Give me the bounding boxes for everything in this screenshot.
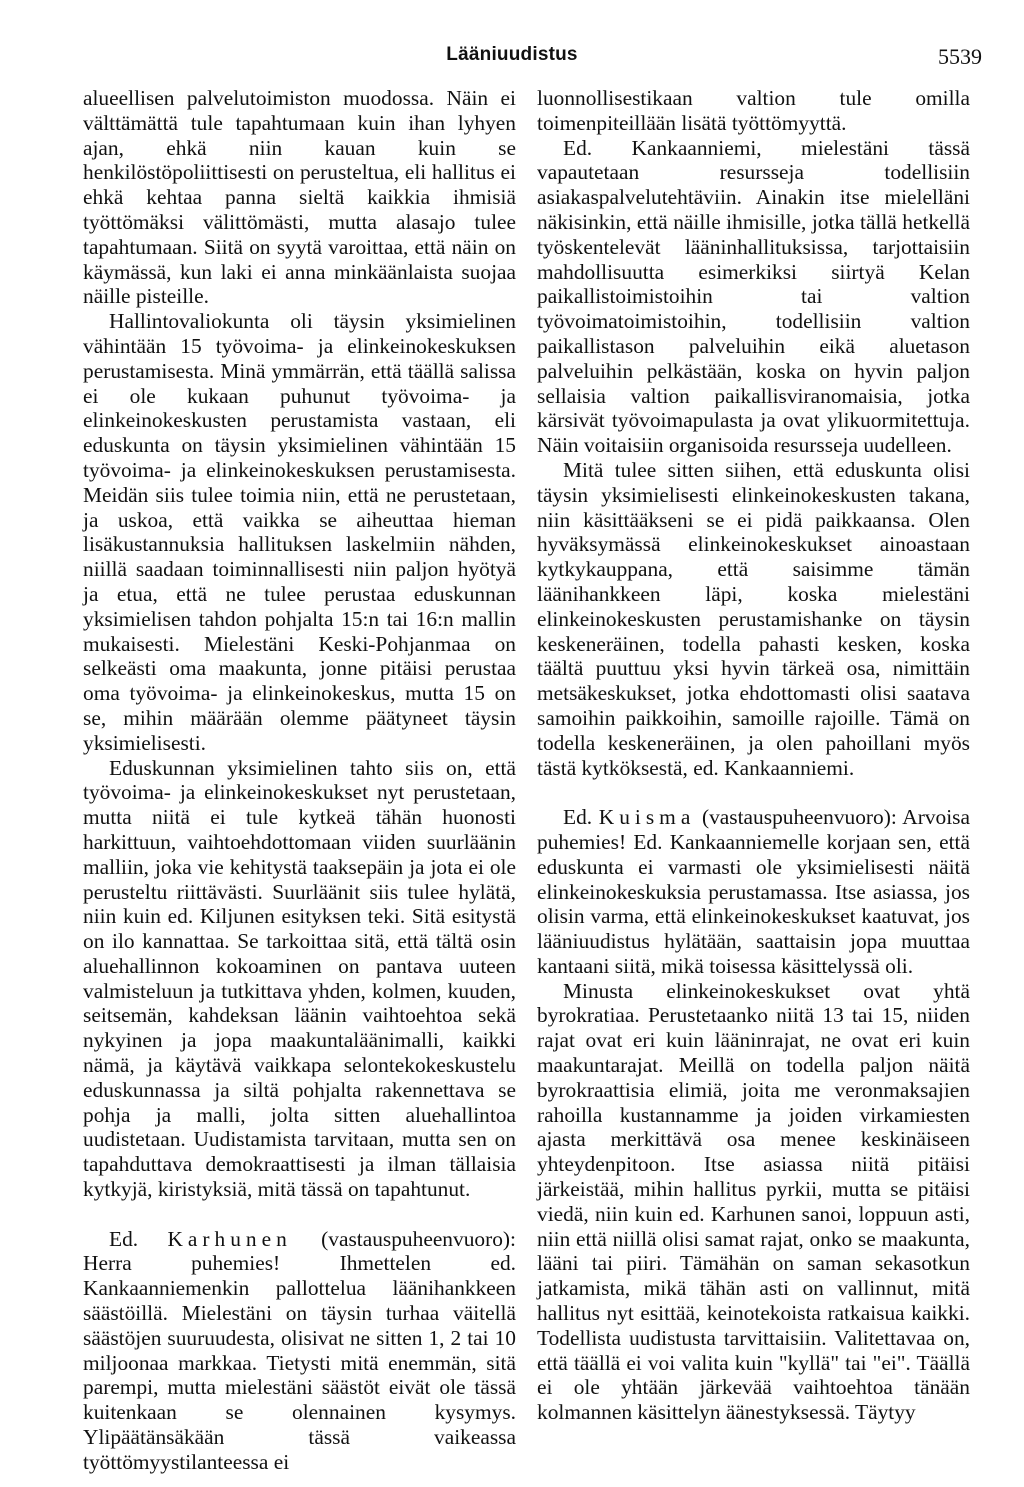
paragraph: Ed. Kankaanniemi, mielestäni tässä vapautetaan resursseja todellisiin asiakaspalvelutehtäviin. Ainakin itse mielelläni näkisinkin, että näille ihmisille, jotka tällä hetkellä työskentelevät lääninhallituksissa, tarjottaisiin mahdollisuutta esimerkiksi siirtyä Kelan paikallistoimistoihin tai valtion työvoimatoimistoihin, todellisiin valtion paikallistason palveluihin eikä aluetason palveluihin pelkästään, koska on hyvin paljon sellaisia valtion paikallisviranomaisia, jotka kärsivät työvoimapulasta ja ovat ylikuormitettuja. Näin voitaisiin organisoida resursseja uudelleen.: [537, 135, 970, 458]
left-column: [83, 86, 516, 1475]
speaker-name: Karhunen: [167, 1226, 292, 1251]
paragraph: luonnollisestikaan valtion tule omilla toimenpiteillään lisätä työttömyyttä.: [537, 86, 970, 135]
paragraph: Eduskunnan yksimielinen tahto siis on, että työvoima- ja elinkeinokeskukset nyt perustetaan, mutta niitä ei tule kytkeä tähän huonosti harkittuun, vaihtoehdottomaan viiden suurläänin malliin, joka vie kehitystä taaksepäin ja jota ei ole perusteltu riittävästi. Suurläänit siis tulee hylätä, niin kuin ed. Kiljunen esityksen teki. Sitä esitystä on ilo kannattaa. Se tarkoittaa sitä, että tältä osin aluehallinnon kokoaminen on pantava uuteen valmisteluun ja tutkittava yhden, kolmen, kuuden, seitsemän, kahdeksan läänin vaihtoehtoa sekä nykyinen ja jopa maakuntaläänimalli, kaikki nämä, ja käytävä vaikkapa selontekokeskustelu eduskunnassa ja siltä pohjalta rakennettava se pohja ja malli, jolta sitten aluehallintoa uudistetaan. Uudistamista tarvitaan, mutta sen on tapahduttava demokraattisesti ja ilman tällaisia kytkyjä, kiristyksiä, mitä tässä on tapahtunut.: [83, 755, 516, 1202]
speaker-paragraph: [537, 805, 970, 979]
right-column: [537, 86, 970, 1425]
paragraph: alueellisen palvelutoimiston muodossa. Näin ei välttämättä tule tapahtumaan kuin ihan lyhyen ajan, ehkä niin kauan kuin se henkilöstöpoliittisesti on perusteltua, eli hallitus ei ehkä kehtaa panna sieltä kaikkia ihmisiä työttömäksi välittömästi, mutta alasajo tulee tapahtumaan. Siitä on syytä varoittaa, että näin on käymässä, kun laki ei anna minkäänlaista suojaa näille pisteille.: [83, 86, 516, 309]
speaker-prefix: Ed.: [109, 1226, 139, 1251]
speech-text: (vastauspuheenvuoro): Arvoisa puhemies! Ed. Kankaanniemelle korjaan sen, että eduskunta ei varmasti ole yksimielisesti näitä elinkeinokeskuksia perustamassa. Itse asiassa, jos olisin varma, että elinkeinokeskukset kaatuvat, jos lääniuudistus hylätään, saattaisin jopa muuttaa kantaani siitä, mikä toisessa käsittelyssä oli.: [537, 805, 970, 978]
speech-text: (vastauspuheenvuoro): Herra puhemies! Ihmettelen ed. Kankaanniemenkin pallottelua läänihankkeen säästöillä. Mielestäni on täysin turhaa väitellä säästöjen suuruudesta, olisivat ne sitten 1, 2 tai 10 miljoonaa markkaa. Tietysti mitä enemmän, sitä parempi, mutta mielestäni säästöt eivät ole tässä kuitenkaan se olennainen kysymys. Ylipäätänsäkään tässä vaikeassa työttömyystilanteessa ei: [83, 1226, 516, 1474]
speaker-paragraph: [83, 1227, 516, 1475]
paragraph: Mitä tulee sitten siihen, että eduskunta olisi täysin yksimielisesti elinkeinokeskusten takana, niin käsittääkseni se ei pidä paikkaansa. Olen hyväksymässä elinkeinokeskukset ainoastaan kytkykauppana, että saisimme tämän läänihankkeen läpi, koska mielestäni elinkeinokeskusten perustamishanke on täysin keskeneräinen, todella pahasti kesken, koska täältä puuttuu yksi hyvin tärkeä osa, nimittäin metsäkeskukset, jotka ehdottomasti olisi saatava samoihin paikkoihin, samoille rajoille. Tämä on todella keskeneräinen, ja olen pahoillani myös tästä kytköksestä, ed. Kankaanniemi.: [537, 457, 970, 780]
page-number: 5539: [938, 44, 982, 69]
page-header-title: Lääniuudistus: [446, 44, 578, 65]
paragraph: Hallintovaliokunta oli täysin yksimielinen vähintään 15 työvoima- ja elinkeinokeskuksen perustamisesta. Minä ymmärrän, että täällä salissa ei ole kukaan puhunut työvoima- ja elinkeinokeskusten perustamista vastaan, eli eduskunta on täysin yksimielinen vähintään 15 työvoima- ja elinkeinokeskuksen perustamisesta. Meidän siis tulee toimia niin, että ne perustetaan, ja uskoa, että vaikka se aiheuttaa hieman lisäkustannuksia hallituksen laskelmiin nähden, niillä saadaan toiminnallisesti niin paljon hyötyä ja etua, että ne tulee perustaa eduskunnan yksimielisen tahdon pohjalta 15:n tai 16:n mallin mukaisesti. Mielestäni Keski-Pohjanmaa on selkeästi oma maakunta, jonne pitäisi perustaa oma työvoima- ja elinkeinokeskus, mutta 15 on se, mihin määrään olemme päätyneet täysin yksimielisesti.: [83, 309, 516, 755]
speaker-prefix: Ed.: [563, 805, 593, 830]
paragraph: Minusta elinkeinokeskukset ovat yhtä byrokratiaa. Perustetaanko niitä 13 tai 15, niiden rajat ovat eri kuin lääninrajat, ne ovat eri kuin maakuntarajat. Meillä on todella paljon näitä byrokraattisia elimiä, joita me veronmaksajien rahoilla kustannamme ja joiden virkamiesten ajasta merkittävä osa menee keskinäiseen yhteydenpitoon. Itse asiassa niitä pitäisi järkeistää, mihin hallitus pyrkii, mutta se pitäisi viedä, niin kuin ed. Karhunen sanoi, loppuun asti, niin että niillä olisi samat rajat, onko se maakunta, lääni tai piiri. Tämähän on saman sekasotkun jatkamista, mikä tähän asti on vallinnut, mitä hallitus nyt esittää, keinotekoista ratkaisua kaikki. Todellista uudistusta tarvittaisiin. Valitettavaa on, että täällä ei voi valita kuin "kyllä" tai "ei". Täällä ei ole yhtään järkevää vaihtoehtoa tänään kolmannen käsittelyn äänestyksessä. Täytyy: [537, 978, 970, 1425]
speaker-name: Kuisma: [598, 805, 696, 830]
